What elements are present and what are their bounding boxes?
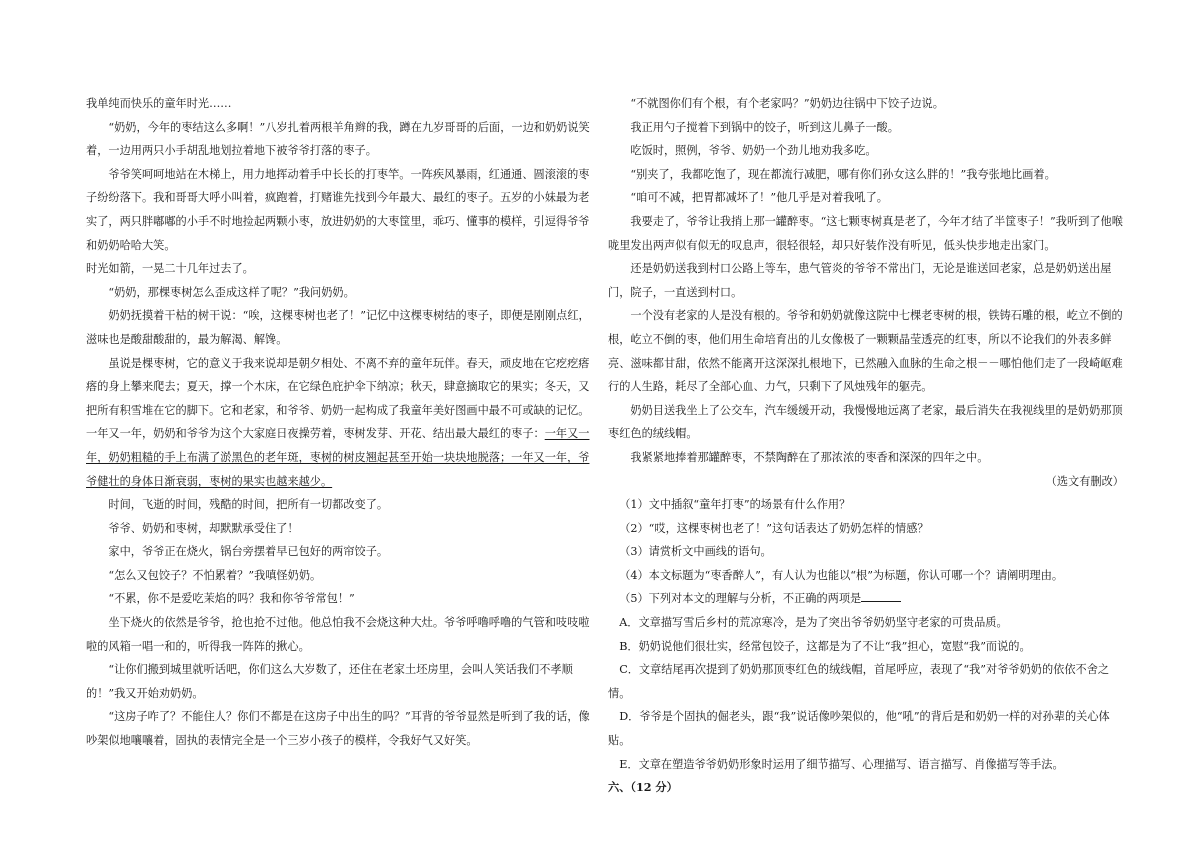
passage-paragraph: “咱可不减，把胃都减坏了！”他几乎是对着我吼了。: [630, 191, 888, 205]
passage-paragraph: 奶奶抚摸着干枯的树干说：“唉，这棵枣树也老了！”记忆中这棵枣树结的枣子，即便是刚刚点红，滋味也是酸甜酸甜的，最为解渴、解馋。: [86, 309, 590, 346]
passage-paragraph: 还是奶奶送我到村口公路上等车，患气管炎的爷爷不常出门，无论是谁送回老家，总是奶奶送出屋门，院子，一直送到村口。: [608, 262, 1112, 299]
passage-paragraph: 奶奶目送我坐上了公交车，汽车缓缓开动，我慢慢地远离了老家，最后消失在我视线里的是奶奶那顶枣红色的绒线帽。: [608, 403, 1123, 441]
passage-text: 虽说是棵枣树，它的意义于我来说却是朝夕相处、不离不弃的童年玩伴。春天，顽皮地在它疙疙瘩瘩的身上攀来爬去；夏天，撑一个木床，在它绿色庇护伞下纳凉；秋天，肆意摘取它的果实；冬天，又把所有积雪堆在它的脚下。它和老家，和爷爷、奶奶一起构成了我童年美好图画中最不可或缺的记忆。一年又一年，奶奶和爷爷为这个大家庭日夜操劳着，枣树发芽、开花、结出最大最红的枣子：: [86, 356, 590, 441]
passage-paragraph: “怎么又包饺子？不怕累着？”我嗔怪奶奶。: [108, 568, 322, 582]
passage-paragraph: 时间，飞逝的时间，残酷的时间，把所有一切都改变了。: [108, 498, 389, 512]
left-column: [86, 92, 592, 753]
question-5-text: （5）下列对本文的理解与分析，不正确的两项是: [619, 592, 862, 606]
passage-paragraph: “奶奶，那棵枣树怎么歪成这样了呢？”我问奶奶。: [108, 285, 355, 299]
option-b: B．奶奶说他们很壮实，经常包饺子，这都是为了不让“我”担心，宽慰“我”而说的。: [619, 639, 1031, 653]
passage-paragraph: 爷爷笑呵呵地站在木梯上，用力地挥动着手中长长的打枣竿。一阵疾风暴雨，红通通、圆滚滚的枣子纷纷落下。我和哥哥大呼小叫着，疯跑着，打赌谁先找到今年最大、最红的枣子。五岁的小妹最为老实了，两只胖嘟嘟的小手不时地捡起两颗小枣，放进奶奶的大枣筐里，乖巧、懂事的模样，引逗得爷爷和奶奶哈哈大笑。: [86, 167, 590, 252]
passage-paragraph: “这房子咋了？不能住人？你们不都是在这房子中出生的吗？”耳背的爷爷显然是听到了我的话，像吵架似地嚷嚷着，固执的表情完全是一个三岁小孩子的模样，令我好气又好笑。: [86, 710, 590, 748]
passage-paragraph: 我正用勺子搅着下到锅中的饺子，听到这儿鼻子一酸。: [630, 120, 899, 134]
question-3: （3）请赏析文中画线的语句。: [619, 545, 772, 559]
answer-blank: [861, 589, 901, 602]
option-d: D．爷爷是个固执的倔老头，跟“我”说话像吵架似的，他“吼”的背后是和奶奶一样的对孙辈的关心体贴。: [608, 710, 1110, 748]
passage-paragraph: 我单纯而快乐的童年时光……: [86, 97, 232, 110]
passage-paragraph: “不就图你们有个根，有个老家吗？”奶奶边往锅中下饺子边说。: [630, 97, 944, 110]
passage-paragraph: “不累，你不是爱吃茉焰的吗？我和你爷爷常包！”: [108, 592, 355, 606]
passage-paragraph: “奶奶，今年的枣结这么多啊！”八岁扎着两根羊角辫的我，蹲在九岁哥哥的后面，一边和奶奶说笑着，一边用两只小手胡乱地划拉着地下被爷爷打落的枣子。: [86, 120, 590, 158]
passage-paragraph: 我要走了，爷爷让我捎上那一罐醉枣。“这七颗枣树真是老了，今年才结了半筐枣子！”我听到了他喉咙里发出两声似有似无的叹息声，很轻很轻，却只好装作没有听见，低头快步地走出家门。: [608, 214, 1123, 252]
option-c: C．文章结尾再次提到了奶奶那顶枣红色的绒线帽，首尾呼应，表现了“我”对爷爷奶奶的依依不舍之情。: [608, 663, 1110, 700]
passage-paragraph: 一个没有老家的人是没有根的。爷爷和奶奶就像这院中七棵老枣树的根，铁铸石雕的根，屹立不倒的根，屹立不倒的枣，他们用生命培育出的儿女像极了一颗颗晶莹透亮的红枣，所以不论我们的外表多鲜亮、滋味都甘甜，依然不能离开这深深扎根地下，已然融入血脉的生命之根－－哪怕他们走了一段崎岖难行的人生路，耗尽了全部心血、力气，只剩下了风烛残年的躯壳。: [608, 309, 1123, 394]
passage-paragraph: 我紧紧地捧着那罐醉枣，不禁陶醉在了那浓浓的枣香和深深的四年之中。: [630, 450, 989, 464]
question-4: （4）本文标题为“枣香醉人”，有人认为也能以“根”为标题，你认可哪一个？请阐明理由。: [619, 568, 1064, 582]
passage-paragraph: 坐下烧火的依然是爷爷，抢也抢不过他。他总怕我不会烧这种大灶。爷爷呼噜呼噜的气管和吱吱啦啦的风箱一唱一和的，听得我一阵阵的揪心。: [86, 616, 590, 653]
option-e: E．文章在塑造爷爷奶奶形象时运用了细节描写、心理描写、语言描写、肖像描写等手法。: [619, 757, 1064, 771]
section-heading: 六、（12 分）: [608, 780, 678, 795]
question-5: [608, 587, 1124, 611]
passage-paragraph: 吃饭时，照例，爷爷、奶奶一个劲儿地劝我多吃。: [630, 144, 877, 158]
passage-paragraph: “让你们搬到城里就听话吧，你们这么大岁数了，还住在老家土坯房里，会叫人笑话我们不孝顺的！”我又开始劝奶奶。: [86, 663, 573, 700]
source-note: （选文有删改）: [1045, 474, 1124, 488]
passage-paragraph: 时光如箭，一晃二十几年过去了。: [86, 262, 254, 276]
right-column: [608, 92, 1124, 800]
underlined-sentence: 一年又一年，奶奶粗糙的手上布满了淤黑色的老年斑，枣树的树皮翘起甚至开始一块块地脱落；一年又一年，爷爷健壮的身体日渐衰弱，枣树的果实也越来越少。: [86, 427, 590, 488]
question-2: （2）“哎，这棵枣树也老了！”这句话表达了奶奶怎样的情感？: [619, 521, 929, 535]
passage-paragraph: “别夹了，我都吃饱了，现在都流行减肥，哪有你们孙女这么胖的！”我夸张地比画着。: [630, 167, 1056, 181]
passage-paragraph: [86, 352, 592, 494]
option-a: A．文章描写雪后乡村的荒凉寒冷，是为了突出爷爷奶奶坚守老家的可贵品质。: [619, 616, 1008, 630]
passage-paragraph: 爷爷、奶奶和枣树，却默默承受住了！: [108, 521, 299, 535]
question-1: （1）文中插叙“童年打枣”的场景有什么作用？: [619, 498, 851, 512]
passage-paragraph: 家中，爷爷正在烧火，锅台旁摆着早已包好的两帘饺子。: [108, 545, 389, 559]
